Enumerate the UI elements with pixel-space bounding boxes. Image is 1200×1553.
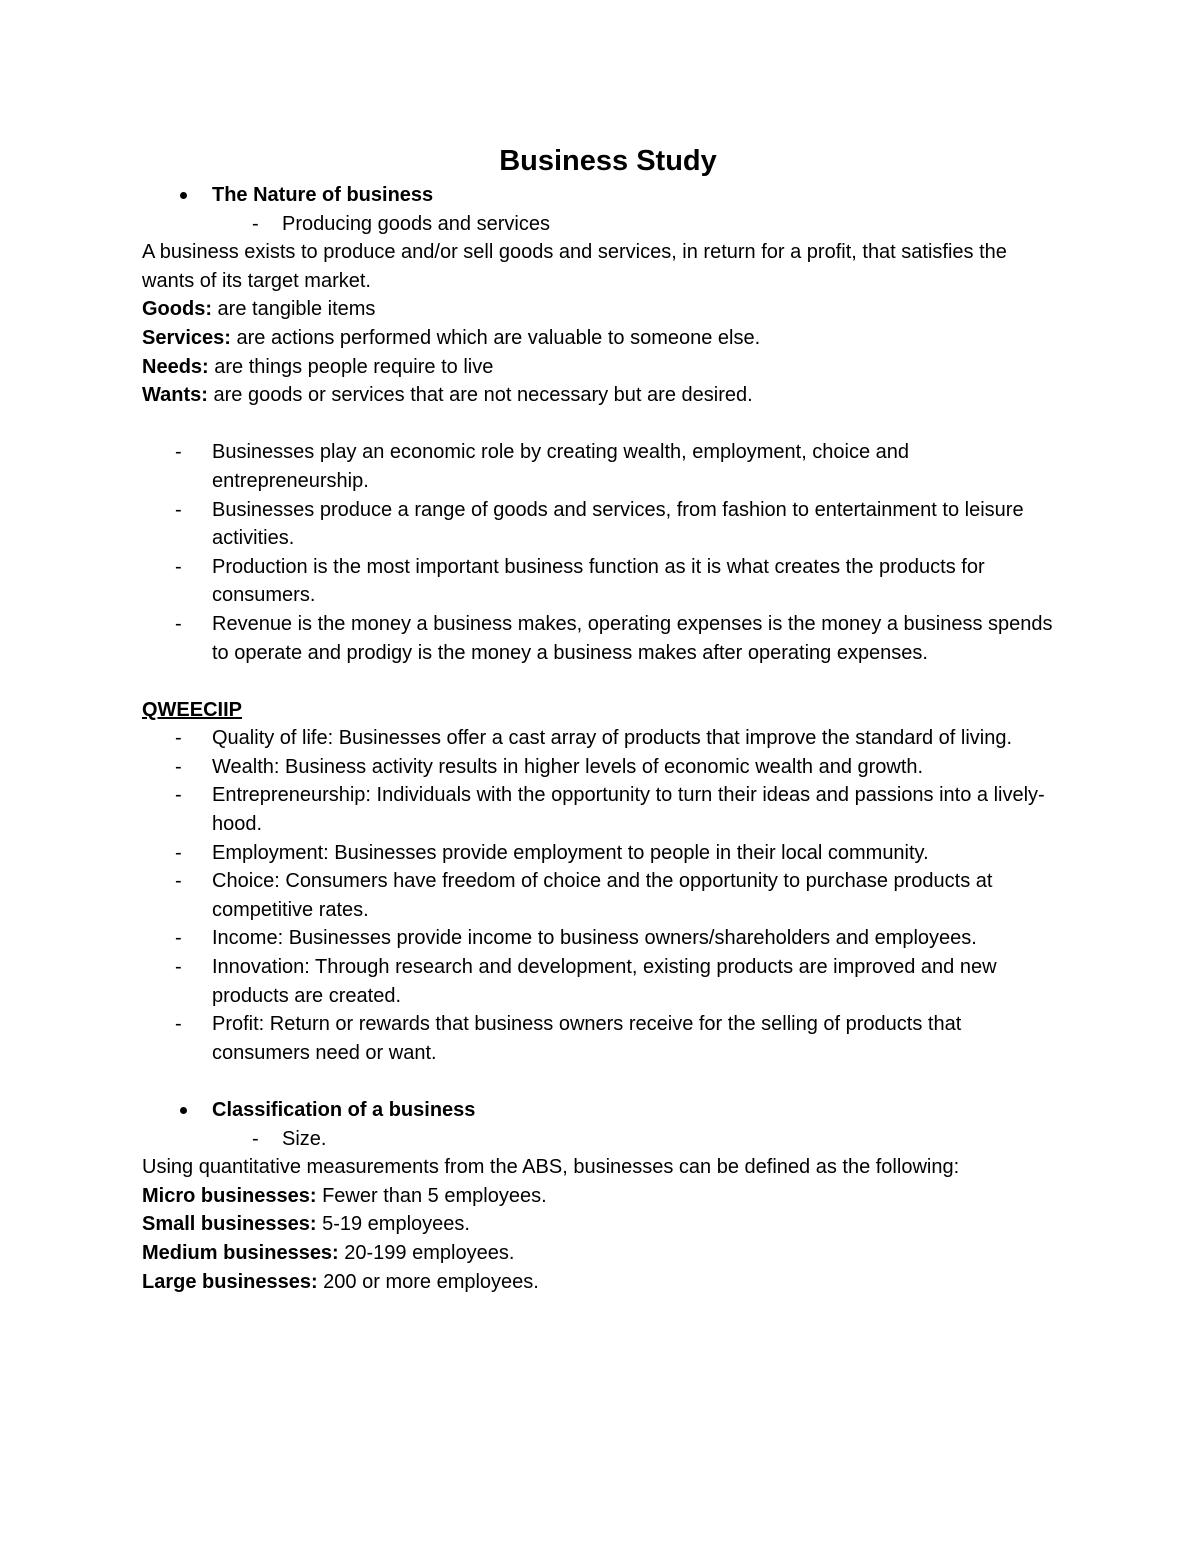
definition-term: Micro businesses: [142, 1184, 317, 1207]
dash-marker: - [252, 212, 259, 235]
dash-marker: - [175, 727, 182, 750]
definition-medium [142, 1239, 1062, 1268]
list-item [142, 724, 1062, 753]
document-page [142, 143, 1062, 1296]
list-item-text: Income: Businesses provide income to business owners/shareholders and employees. [212, 927, 977, 950]
dash-marker: - [175, 555, 182, 578]
definition-text: are things people require to live [208, 355, 494, 378]
list-item [142, 753, 1062, 782]
bullet-dot-icon [180, 1107, 187, 1114]
definition-large [142, 1268, 1062, 1297]
list-item-text: Entrepreneurship: Individuals with the opportunity to turn their ideas and passions into a lively-hood. [212, 784, 1045, 836]
definition-term: Goods: [142, 298, 212, 321]
spacer [142, 1067, 1062, 1096]
dash-marker: - [175, 441, 182, 464]
list-item [142, 553, 1062, 610]
list-item-text: Quality of life: Businesses offer a cast array of products that improve the standard of living. [212, 727, 1013, 750]
definition-needs [142, 353, 1062, 382]
list-item [142, 1010, 1062, 1067]
list-item-text: Revenue is the money a business makes, operating expenses is the money a business spends to operate and prodigy is the money a business makes after operating expenses. [212, 612, 1053, 664]
dash-marker: - [175, 784, 182, 807]
list-item [142, 496, 1062, 553]
spacer [142, 410, 1062, 439]
dash-marker: - [175, 498, 182, 521]
definition-services [142, 324, 1062, 353]
definition-term: Medium businesses: [142, 1241, 339, 1264]
dash-marker: - [175, 1013, 182, 1036]
list-item-text: Innovation: Through research and development, existing products are improved and new products are created. [212, 956, 997, 1007]
definition-term: Wants: [142, 384, 208, 407]
intro-paragraph: A business exists to produce and/or sell goods and services, in return for a profit, that satisfies the wants of its target market. [142, 241, 1007, 292]
definition-text: 20-199 employees. [338, 1241, 515, 1264]
bullet-dot-icon [180, 192, 187, 199]
dash-marker: - [175, 755, 182, 778]
list-item-text: Employment: Businesses provide employment to people in their local community. [212, 841, 929, 864]
list-item-text: Choice: Consumers have freedom of choice and the opportunity to purchase products at competitive rates. [212, 870, 993, 921]
list-item [142, 781, 1062, 838]
definition-text: are goods or services that are not necessary but are desired. [207, 384, 753, 407]
definition-text: Fewer than 5 employees. [316, 1184, 547, 1207]
dash-marker: - [175, 956, 182, 979]
list-item [142, 438, 1062, 495]
list-item-text: Profit: Return or rewards that business owners receive for the selling of products that consumers need or want. [212, 1013, 962, 1064]
bullet-label: The Nature of business [212, 184, 434, 206]
list-item-text: Businesses play an economic role by creating wealth, employment, choice and entrepreneurship. [212, 441, 910, 492]
list-item [142, 610, 1062, 667]
definition-text: 5-19 employees. [316, 1213, 470, 1236]
dash-marker: - [252, 1127, 259, 1150]
list-item [142, 839, 1062, 868]
list-item [142, 953, 1062, 1010]
definition-small [142, 1210, 1062, 1239]
definition-term: Large businesses: [142, 1270, 318, 1293]
list-item [142, 867, 1062, 924]
spacer [142, 667, 1062, 696]
definition-goods [142, 295, 1062, 324]
dash-marker: - [175, 841, 182, 864]
sub-point-producing [142, 210, 1062, 239]
definition-term: Services: [142, 326, 231, 349]
sub-point-label: Size. [282, 1127, 327, 1150]
bullet-label: Classification of a business [212, 1099, 476, 1121]
list-item [142, 924, 1062, 953]
economic-role-list [142, 438, 1062, 667]
definition-term: Needs: [142, 355, 209, 378]
dash-marker: - [175, 612, 182, 635]
sub-point-label: Producing goods and services [282, 212, 550, 235]
abs-intro-paragraph: Using quantitative measurements from the ABS, businesses can be defined as the following: [142, 1156, 960, 1179]
definition-text: are tangible items [212, 298, 376, 321]
qweeciip-heading: QWEECIIP [142, 698, 243, 721]
definition-term: Small businesses: [142, 1213, 317, 1236]
section-bullet-nature-of-business [142, 181, 1062, 210]
dash-marker: - [175, 927, 182, 950]
qweeciip-list [142, 724, 1062, 1067]
definition-text: are actions performed which are valuable to someone else. [230, 326, 761, 349]
sub-point-size [142, 1125, 1062, 1154]
section-bullet-classification [142, 1096, 1062, 1125]
definition-micro [142, 1182, 1062, 1211]
definition-text: 200 or more employees. [317, 1270, 539, 1293]
list-item-text: Wealth: Business activity results in higher levels of economic wealth and growth. [212, 755, 924, 778]
document-title: Business Study [499, 145, 717, 177]
list-item-text: Production is the most important business function as it is what creates the products for consumers. [212, 555, 985, 607]
dash-marker: - [175, 870, 182, 893]
list-item-text: Businesses produce a range of goods and services, from fashion to entertainment to leisure activities. [212, 498, 1024, 550]
definition-wants [142, 381, 1062, 410]
